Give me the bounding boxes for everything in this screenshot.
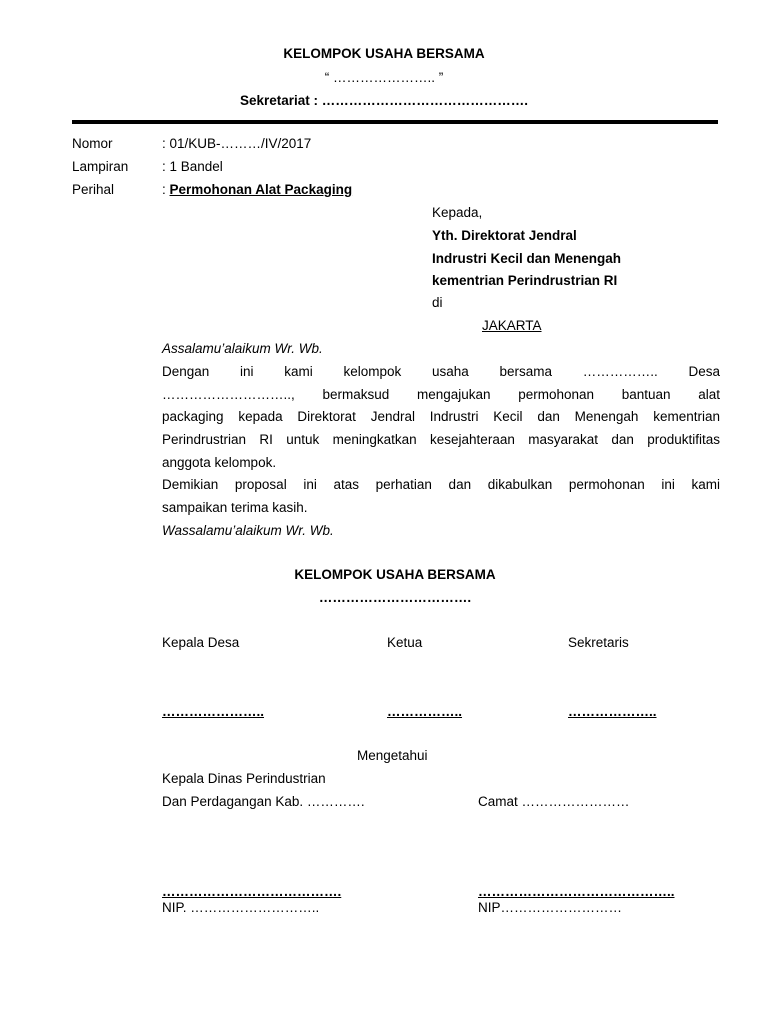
paragraph-1-line-4: Perindrustrian RI untuk meningkatkan kesejahteraan masyarakat dan produktifitas xyxy=(162,432,720,447)
letterhead-secretariat: Sekretariat : ………………………………………. xyxy=(239,93,529,108)
paragraph-1-line-1: Dengan ini kami kelompok usaha bersama …………….. Desa xyxy=(162,364,720,379)
greeting: Assalamu’alaikum Wr. Wb. xyxy=(162,341,323,356)
paragraph-1-line-5: anggota kelompok. xyxy=(162,455,277,470)
ketua-label: Ketua xyxy=(387,635,423,650)
recipient-kepada: Kepada, xyxy=(432,205,483,220)
recipient-di: di xyxy=(432,295,443,310)
camat-nip: NIP……………………… xyxy=(478,900,623,915)
perihal-label: Perihal xyxy=(72,182,115,197)
sekretaris-label: Sekretaris xyxy=(568,635,629,650)
kepala-desa-label: Kepala Desa xyxy=(162,635,240,650)
kepala-desa-signature-line: ………………….. xyxy=(162,704,265,719)
dinas-line-1: Kepala Dinas Perindustrian xyxy=(162,771,326,786)
letterhead-divider xyxy=(72,120,718,124)
sekretaris-signature-line: ……………….. xyxy=(568,704,657,719)
lampiran-value: : 1 Bandel xyxy=(162,159,223,174)
dinas-signature-line: …………………………………. xyxy=(162,884,342,899)
dinas-line-2: Dan Perdagangan Kab. …………. xyxy=(162,794,365,809)
perihal-colon: : xyxy=(162,182,166,197)
closing: Wassalamu’alaikum Wr. Wb. xyxy=(162,523,334,538)
recipient-city: JAKARTA xyxy=(482,318,542,333)
perihal-value: Permohonan Alat Packaging xyxy=(169,182,353,197)
paragraph-1-line-3: packaging kepada Direktorat Jendral Indrustri Kecil dan Menengah kementrian xyxy=(162,409,720,424)
recipient-line-3: kementrian Perindrustrian RI xyxy=(432,273,618,288)
signature-group-title: KELOMPOK USAHA BERSAMA xyxy=(294,567,496,582)
perihal-row xyxy=(162,182,352,197)
paragraph-2-line-1: Demikian proposal ini atas perhatian dan dikabulkan permohonan ini kami xyxy=(162,477,720,492)
letterhead-group-name: “ ………………….. ” xyxy=(324,70,444,85)
recipient-line-1: Yth. Direktorat Jendral xyxy=(432,228,577,243)
paragraph-2-line-2: sampaikan terima kasih. xyxy=(162,500,308,515)
mengetahui-label: Mengetahui xyxy=(357,748,428,763)
paragraph-1-line-2: ……………………….., bermaksud mengajukan permohonan bantuan alat xyxy=(162,387,720,402)
letterhead-title: KELOMPOK USAHA BERSAMA xyxy=(283,46,485,61)
signature-group-name: ……………………………. xyxy=(318,590,472,605)
lampiran-label: Lampiran xyxy=(72,159,129,174)
camat-label: Camat …………………… xyxy=(478,794,630,809)
nomor-label: Nomor xyxy=(72,136,113,151)
ketua-signature-line: …………….. xyxy=(387,704,463,719)
dinas-nip: NIP. ……………………….. xyxy=(162,900,320,915)
nomor-value: : 01/KUB-………/IV/2017 xyxy=(162,136,312,151)
recipient-line-2: Indrustri Kecil dan Menengah xyxy=(432,251,622,266)
camat-signature-line: …………………………………….. xyxy=(478,884,675,899)
